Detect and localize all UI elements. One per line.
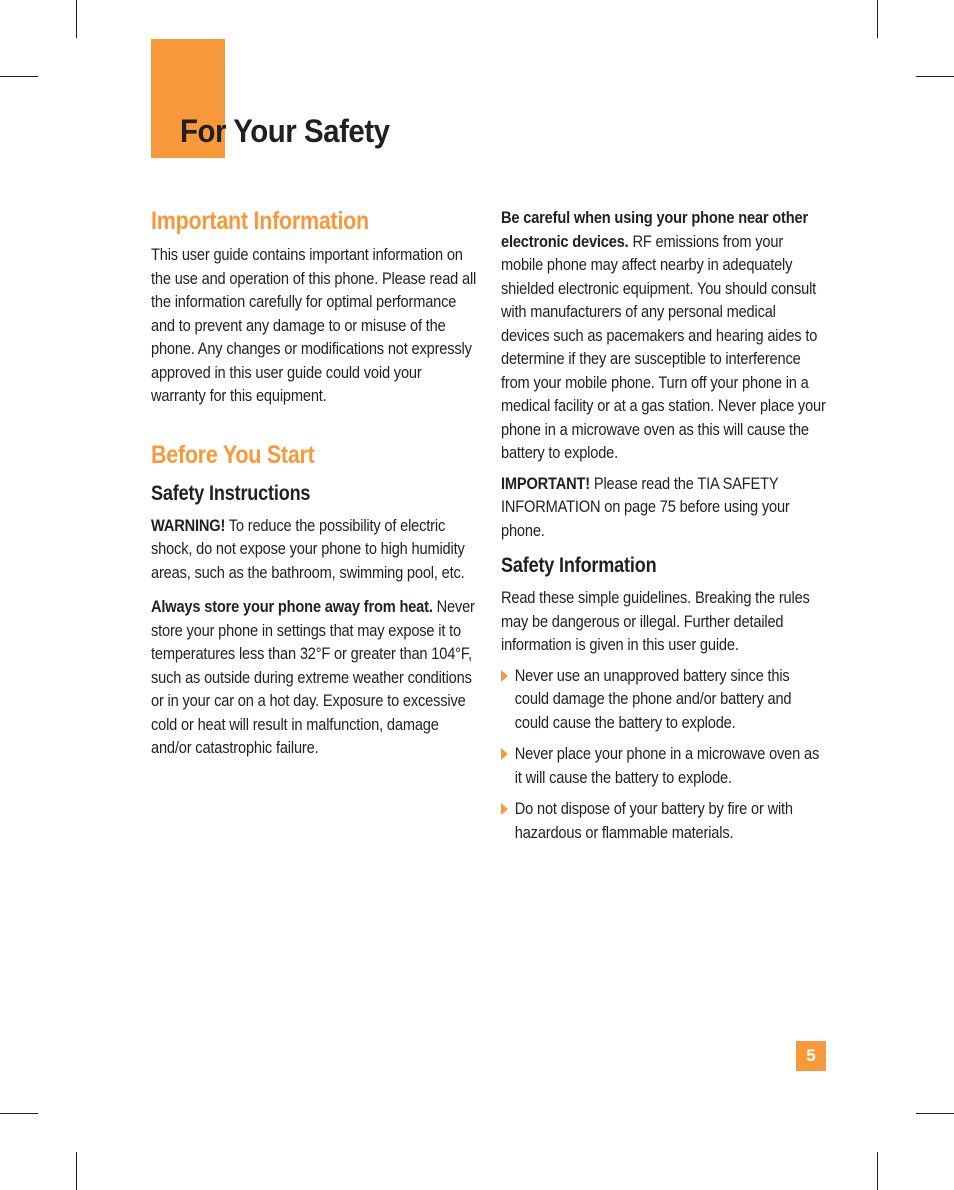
warning-text: To reduce the possibility of electric shock, do not expose your phone to high humidity areas, such as the bathroom, swimming pool, etc. <box>151 515 465 582</box>
important-paragraph <box>501 472 826 543</box>
electronic-devices-text: RF emissions from your mobile phone may affect nearby in adequately shielded electronic equipment. You should consult with manufacturers of any personal medical devices such as pacemakers and hearing aides to determine if they are susceptible to interference from your mobile phone. Turn off your phone in a medical facility or at a gas station. Never place your phone in a microwave oven as this will cause the battery to explode. <box>501 231 826 462</box>
safety-information-body: Read these simple guidelines. Breaking the rules may be dangerous or illegal. Further detailed information is given in this user guide. <box>501 588 810 654</box>
right-column-content <box>501 206 826 844</box>
triangle-bullet-icon <box>501 670 508 682</box>
electronic-devices-label: Be careful when using your phone near other electronic devices. <box>501 208 808 251</box>
left-column <box>151 206 477 760</box>
left-column-content <box>151 206 476 760</box>
heat-label: Always store your phone away from heat. <box>151 597 433 616</box>
bullet-text: Do not dispose of your battery by fire or with hazardous or flammable materials. <box>514 799 793 842</box>
crop-mark <box>0 1113 38 1114</box>
safety-bullet-list <box>501 664 826 845</box>
list-item <box>501 664 826 735</box>
list-item <box>501 797 826 844</box>
important-label: IMPORTANT! <box>501 473 590 493</box>
before-you-start-heading: Before You Start <box>151 440 315 469</box>
crop-mark <box>0 76 38 77</box>
triangle-bullet-icon <box>501 748 508 760</box>
electronic-devices-paragraph <box>501 206 826 465</box>
warning-label: WARNING! <box>151 515 226 535</box>
right-column <box>501 206 827 852</box>
heat-text: Never store your phone in settings that may expose it to temperatures less than 32°F or greater than 104°F, such as outside during extreme weather conditions or in your car on a hot day. Exposure to excessive cold or heat will result in malfunction, damage and/or catastrophic failure. <box>151 597 475 757</box>
crop-mark <box>76 0 77 38</box>
important-text: Please read the TIA SAFETY INFORMATION on page 75 before using your phone. <box>501 473 790 540</box>
bullet-text: Never use an unapproved battery since this could damage the phone and/or battery and could cause the battery to explode. <box>514 665 792 732</box>
heat-paragraph <box>151 595 476 760</box>
bullet-text: Never place your phone in a microwave oven as it will cause the battery to explode. <box>514 744 820 787</box>
crop-mark <box>76 1152 77 1190</box>
crop-mark <box>916 1113 954 1114</box>
triangle-bullet-icon <box>501 803 508 815</box>
safety-information-heading: Safety Information <box>501 554 657 577</box>
page-number: 5 <box>796 1041 826 1071</box>
crop-mark <box>877 1152 878 1190</box>
crop-mark <box>877 0 878 38</box>
important-information-heading: Important Information <box>151 207 369 235</box>
page-title: For Your Safety <box>180 113 390 149</box>
safety-instructions-heading: Safety Instructions <box>151 481 311 505</box>
list-item <box>501 742 826 789</box>
important-information-body: This user guide contains important information on the use and operation of this phone. Please read all the information carefully for optimal performance and to prevent any damage to or misuse of the phone. Any changes or modifications not expressly approved in this user guide could void your warranty for this equipment. <box>151 245 477 405</box>
warning-paragraph <box>151 514 476 585</box>
crop-mark <box>916 76 954 77</box>
